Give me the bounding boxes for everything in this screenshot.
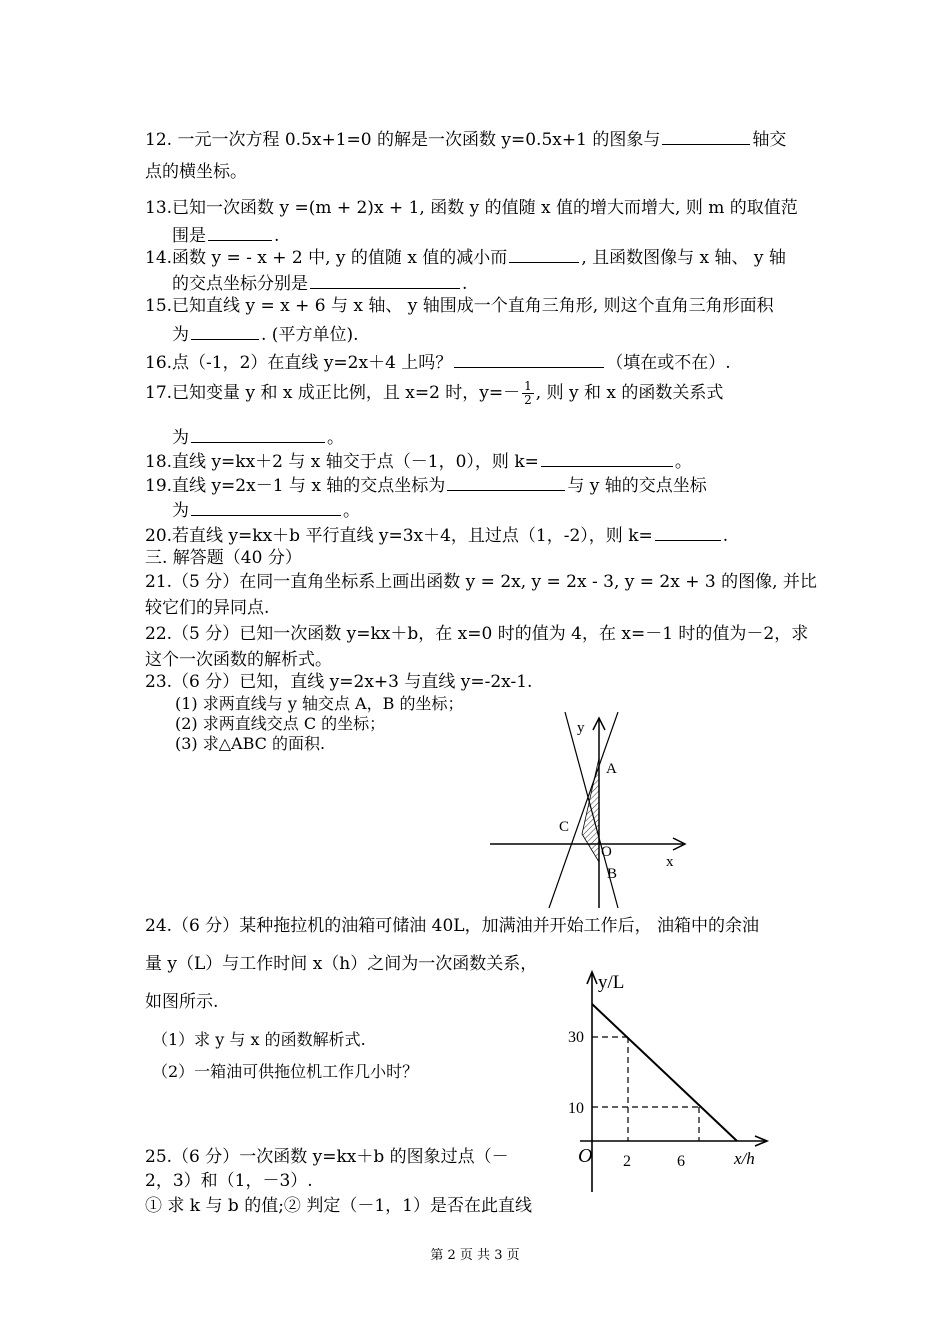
q16-blank[interactable] (454, 349, 604, 368)
q16-line: 16.点（-1，2）在直线 y=2x＋4 上吗？ （填在或不在）. (145, 349, 731, 375)
q25-line1: 25.（6 分）一次函数 y=kx＋b 的图象过点（－ (145, 1147, 509, 1167)
q14-line1: 14.函数 y = - x + 2 中, y 的值随 x 值的减小而 , 且函数图像与 x 轴、 y 轴 (145, 244, 786, 270)
fig23-x-label: x (666, 854, 674, 870)
q14-line2: 的交点坐标分别是 . (172, 270, 467, 296)
fig24-tick-10: 10 (568, 1100, 584, 1117)
q15-line1: 15.已知直线 y = x + 6 与 x 轴、 y 轴围成一个直角三角形, 则这个直角三角形面积 (145, 296, 774, 316)
fig24-y-label: y/L (598, 972, 625, 993)
q19-blank1[interactable] (447, 472, 565, 491)
q14-blank2[interactable] (310, 270, 460, 289)
q12-line1: 12. 一元一次方程 0.5x+1=0 的解是一次函数 y=0.5x+1 的图象与 轴交 (145, 126, 786, 152)
q23-sub3: (3) 求△ABC 的面积. (175, 734, 326, 753)
q15-line2: 为 . (平方单位). (172, 321, 358, 347)
q13-blank[interactable] (208, 222, 272, 241)
q17-line1: 17.已知变量 y 和 x 成正比例，且 x=2 时，y=－ $\frac{1}{2}$ , 则 y 和 x 的函数关系式 (145, 379, 724, 407)
fig23-point-a: A (606, 761, 617, 777)
q25-line3: ① 求 k 与 b 的值;② 判定（－1，1）是否在此直线 (145, 1196, 532, 1216)
fig23-point-b: B (607, 866, 618, 882)
q23-sub2: (2) 求两直线交点 C 的坐标； (175, 714, 386, 733)
fig24-tick-30: 30 (568, 1029, 584, 1046)
fig23-y-label: y (577, 720, 585, 736)
q21-line1: 21.（5 分）在同一直角坐标系上画出函数 y = 2x, y = 2x - 3, y = 2x + 3 的图像, 并比 (145, 572, 817, 592)
fig23-point-c: C (559, 819, 570, 835)
q24-line3: 如图所示. (145, 992, 219, 1012)
q22-line1: 22.（5 分）已知一次函数 y=kx＋b，在 x=0 时的值为 4，在 x=－1 时的值为－2，求 (145, 624, 809, 644)
fig24-fuel-line (592, 1004, 737, 1141)
q20-blank[interactable] (655, 522, 721, 541)
fig24-tick-2: 2 (623, 1153, 631, 1170)
q23-figure (485, 712, 700, 912)
q19-line1: 19.直线 y=2x－1 与 x 轴的交点坐标为 与 y 轴的交点坐标 (145, 472, 707, 498)
q17-blank[interactable] (191, 424, 325, 443)
q14-blank1[interactable] (509, 244, 579, 263)
q24-figure (560, 964, 790, 1196)
q13-line1: 13.已知一次函数 y =(m + 2)x + 1, 函数 y 的值随 x 值的增大而增大, 则 m 的取值范 (145, 198, 798, 218)
section-3-heading: 三. 解答题（40 分） (145, 548, 302, 568)
q18-line: 18.直线 y=kx＋2 与 x 轴交于点（－1，0），则 k= 。 (145, 448, 692, 474)
q12-blank[interactable] (662, 126, 750, 145)
fig23-origin: O (601, 844, 612, 860)
q19-blank2[interactable] (191, 497, 341, 516)
q25-line2: 2，3）和（1，－3）. (145, 1171, 313, 1191)
q24-line2: 量 y（L）与工作时间 x（h）之间为一次函数关系， (145, 954, 538, 974)
q18-blank[interactable] (541, 448, 673, 467)
q22-line2: 这个一次函数的解析式。 (145, 650, 332, 670)
q24-line1: 24.（6 分）某种拖拉机的油箱可储油 40L，加满油并开始工作后， 油箱中的余油 (145, 916, 759, 936)
q20-line: 20.若直线 y=kx＋b 平行直线 y=3x＋4，且过点（1，-2），则 k= . (145, 522, 728, 548)
fig24-x-label: x/h (734, 1149, 755, 1168)
q24-sub1: （1）求 y 与 x 的函数解析式. (152, 1030, 366, 1049)
q21-line2: 较它们的异同点. (145, 598, 270, 618)
q17-line2: 为 。 (172, 424, 344, 450)
q23-sub1: (1) 求两直线与 y 轴交点 A，B 的坐标； (175, 694, 464, 713)
q24-sub2: （2）一箱油可供拖位机工作几小时？ (152, 1062, 419, 1081)
q23-line: 23.（6 分）已知，直线 y=2x+3 与直线 y=-2x-1. (145, 672, 533, 692)
q15-blank[interactable] (191, 321, 259, 340)
fraction-one-half: $\frac{1}{2}$ (524, 379, 532, 407)
q12-line2: 点的横坐标。 (145, 162, 247, 182)
q19-line2: 为 。 (172, 497, 360, 523)
fig24-tick-6: 6 (677, 1153, 685, 1170)
fig24-origin: O (578, 1145, 593, 1167)
page-footer: 第 2 页 共 3 页 (430, 1248, 520, 1263)
q13-line2: 围是 . (172, 222, 279, 248)
